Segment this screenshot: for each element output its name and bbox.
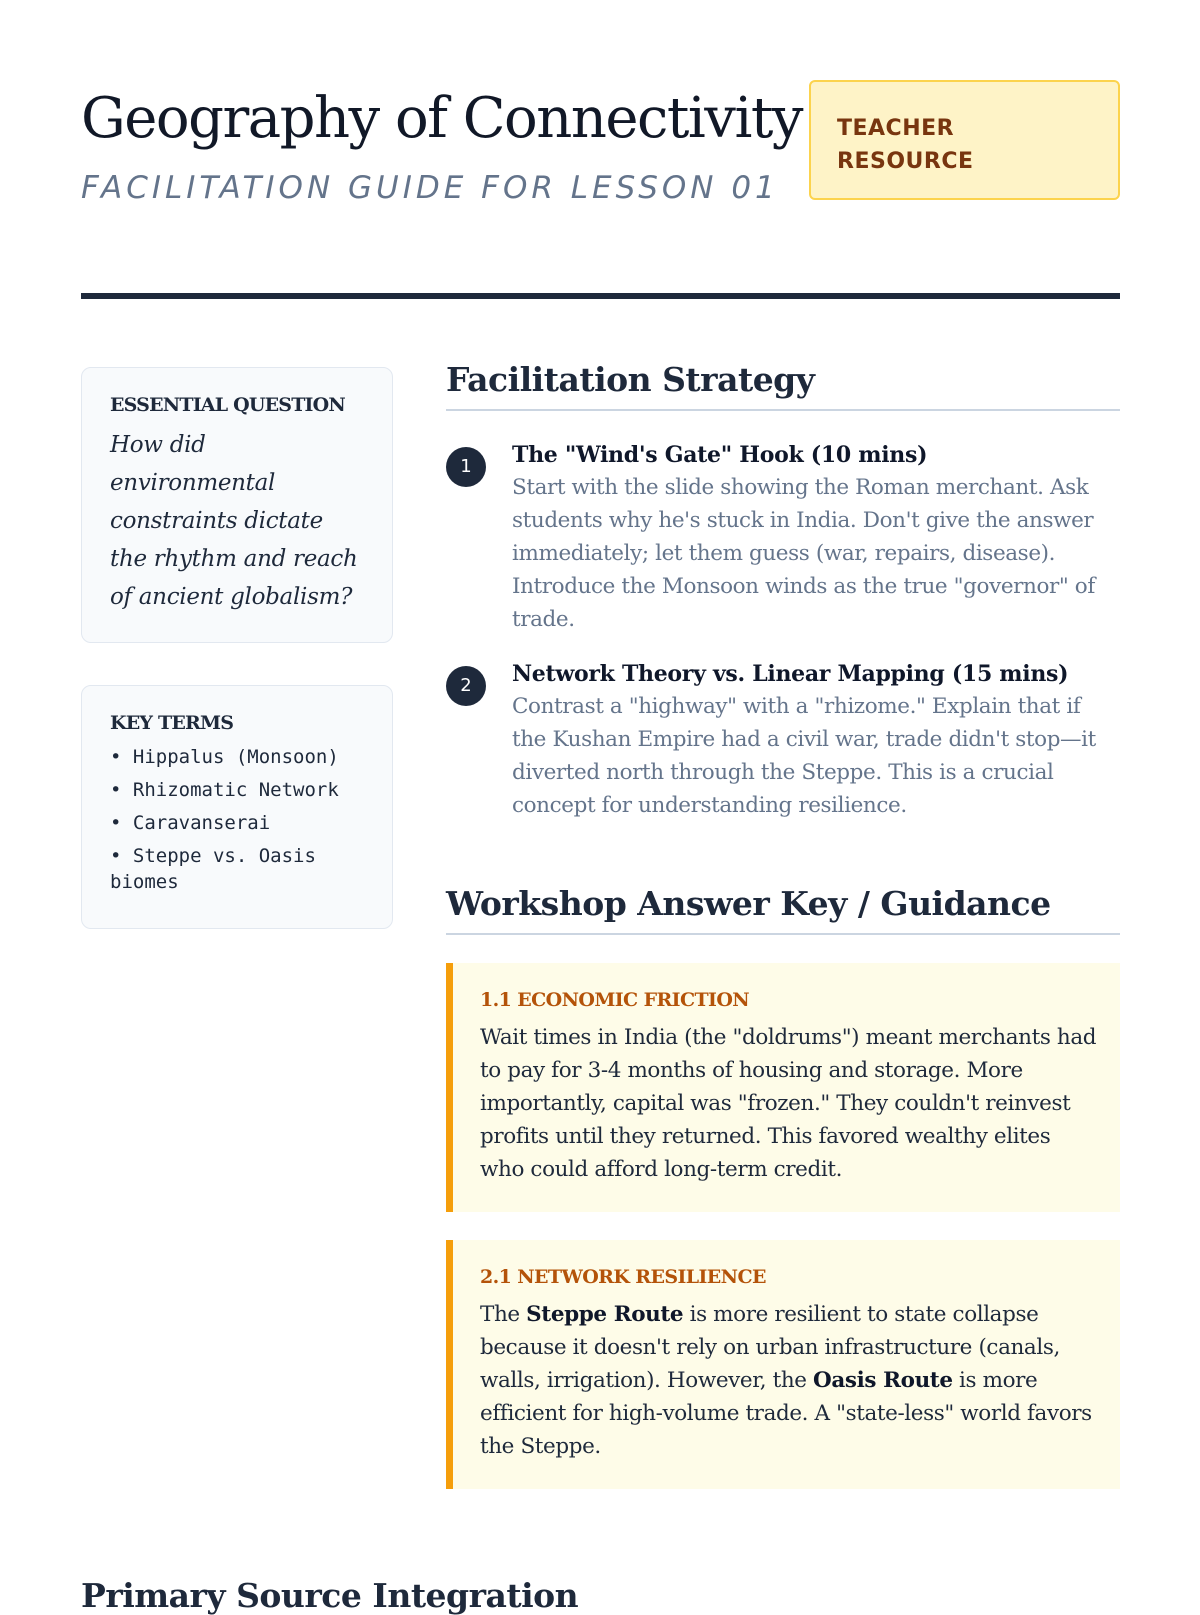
key-term-item: • Steppe vs. Oasis biomes — [110, 845, 316, 893]
callout-label: 1.1 ECONOMIC FRICTION — [480, 989, 750, 1011]
answer-callout-economic-friction — [446, 963, 1120, 1212]
main-content — [446, 360, 1120, 1489]
facilitation-step — [446, 439, 1120, 636]
sidebar — [81, 367, 393, 971]
key-term-item: • Caravanserai — [110, 812, 271, 834]
facilitation-steps — [446, 439, 1120, 822]
key-terms-label: KEY TERMS — [110, 712, 234, 734]
callout-text: Wait times in India (the "doldrums") meant merchants had to pay for 3-4 months of housing and storage. More importantly, capital was "frozen." They couldn't reinvest profits until they returned. This favored wealthy elites who could afford long-term credit. — [480, 1025, 1097, 1182]
workshop-answer-key-heading: Workshop Answer Key / Guidance — [446, 884, 1120, 935]
callout-text-segment: The — [480, 1302, 527, 1327]
primary-source-heading: Primary Source Integration — [81, 1576, 579, 1615]
teacher-resource-badge — [809, 80, 1120, 200]
step-number-badge: 1 — [446, 447, 486, 487]
step-title: The "Wind's Gate" Hook (10 mins) — [512, 442, 928, 468]
callout-text-segment: is more efficient for high-volume trade. A "state-less" world favors the Steppe. — [480, 1368, 1092, 1459]
callout-text-segment: is more resilient to state collapse because it doesn't rely on urban infrastructure (canals, walls, irrigation). However, the — [480, 1302, 1060, 1393]
facilitation-step — [446, 658, 1120, 822]
page-header — [81, 80, 1120, 250]
badge-line-2: RESOURCE — [837, 149, 974, 174]
workshop-section — [446, 884, 1120, 1489]
facilitation-strategy-heading: Facilitation Strategy — [446, 360, 1120, 411]
key-terms-card — [81, 685, 393, 929]
step-description: Contrast a "highway" with a "rhizome." Explain that if the Kushan Empire had a civil war, trade didn't stop—it diverted north through the Steppe. This is a crucial concept for understanding resilience. — [512, 694, 1096, 818]
essential-question-card — [81, 367, 393, 643]
page-title: Geography of Connectivity — [81, 86, 802, 151]
answer-callout-network-resilience — [446, 1240, 1120, 1489]
key-term-item: • Hippalus (Monsoon) — [110, 746, 339, 768]
key-term-item: • Rhizomatic Network — [110, 779, 339, 801]
step-title: Network Theory vs. Linear Mapping (15 mins) — [512, 661, 1069, 687]
step-number-badge: 2 — [446, 666, 486, 706]
callout-text — [480, 1298, 1100, 1463]
essential-question-text: How did environmental constraints dictate the rhythm and reach of ancient globalism? — [110, 432, 358, 610]
key-terms-list — [110, 744, 366, 895]
callout-bold-term: Steppe Route — [526, 1302, 684, 1327]
callout-bold-term: Oasis Route — [813, 1368, 953, 1393]
callout-label: 2.1 NETWORK RESILIENCE — [480, 1266, 766, 1288]
step-description: Start with the slide showing the Roman merchant. Ask students why he's stuck in India. Don't give the answer immediately; let them guess (war, repairs, disease). Introduce the Monsoon winds as the true "governor" of trade. — [512, 475, 1095, 632]
header-divider — [81, 293, 1120, 299]
badge-line-1: TEACHER — [837, 116, 955, 141]
page-subtitle: FACILITATION GUIDE FOR LESSON 01 — [81, 170, 779, 206]
essential-question-label: ESSENTIAL QUESTION — [110, 394, 345, 416]
